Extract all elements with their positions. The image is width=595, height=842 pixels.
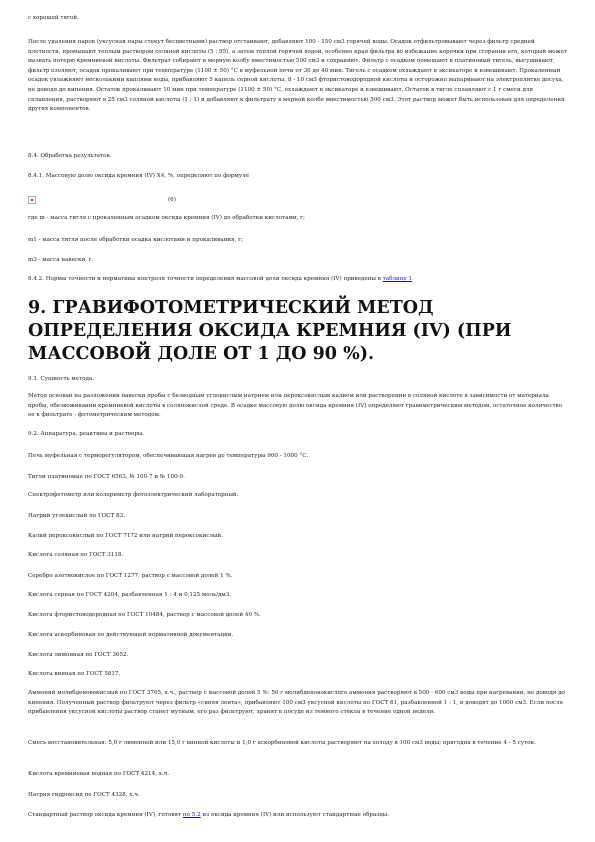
list-item-crucibles: Тигли платиновые по ГОСТ 6563, № 100-7 и № 100-9. bbox=[28, 474, 185, 480]
list-item-citric-acid: Кислота лимонная по ГОСТ 3652. bbox=[28, 652, 129, 658]
section-9-2-heading: 9.2. Аппаратура, реактивы и растворы. bbox=[28, 431, 145, 437]
paragraph-reducing-mixture: Смесь восстановительная: 5,0 г лимонной или 15,0 г винной кислоты и 1,0 г аскорбиновой кислоты растворяют на холоду в 100 см3 воды; пригодна в течение 4 - 5 суток. bbox=[28, 740, 536, 746]
list-item-furnace: Печь муфельная с терморегулятором, обеспечивающая нагрев до температуры 900 - 1000 °С. bbox=[28, 453, 309, 459]
link-section-5-2[interactable]: по 5.2 bbox=[182, 812, 201, 818]
paragraph-standard-solution bbox=[28, 811, 568, 821]
paragraph-8-4-1: 8.4.1. Массовую долю оксида кремния (IV) Х4, %, определяют по формуле bbox=[28, 173, 250, 179]
section-9-heading: 9. ГРАВИФОТОМЕТРИЧЕСКИЙ МЕТОД ОПРЕДЕЛЕНИЯ ОКСИДА КРЕМНИЯ (IV) (ПРИ МАССОВОЙ ДОЛЕ ОТ 1 ДО 90 %). bbox=[28, 298, 512, 364]
definition-m3: m3 - масса навески, г. bbox=[28, 257, 94, 263]
formula-number: (6) bbox=[168, 197, 176, 203]
list-item-sodium-carbonate: Натрий углекислый по ГОСТ 83. bbox=[28, 513, 125, 519]
paragraph-9-1: Метод основан на разложении навески пробы с безводным углекислым натрием или пероксокислым калием или растворении в соляной кислоте в зависимости от материала пробы, обезвоживании кремниевой кислоты в солянокислой среде. В осадке массовую долю оксида кремния (IV) определяют гравиметрическим методом, остаточное количество ее в фильтрате - фотометрическим методом. bbox=[28, 393, 563, 419]
list-item-potassium-peroxo: Калий пероксокислый по ГОСТ 7172 или натрий пероксокислый. bbox=[28, 533, 223, 539]
paragraph-ammonium-molybdate: Аммоний молибденовокислый по ГОСТ 3765, х.ч., раствор с массовой долей 5 %: 50 г молибденовокислого аммония растворяют в 500 - 600 см3 воды при нагревании, не доводя до кипения. Полученный раствор фильтруют через фильтр «синяя лента», прибавляют 100 см3 уксусной кислоты по ГОСТ 61, разбавленной 1 : 1, и доводят до 1000 см3. Если после прибавления уксусной кислоты раствор станет мутным, его раз фильтруют, хранят в посуде из темного стекла в течение одной недели. bbox=[28, 690, 565, 716]
formula-image-placeholder bbox=[28, 196, 36, 204]
standard-solution-text: Стандартный раствор оксида кремния (IV), готовят bbox=[28, 812, 183, 818]
section-9-1-heading: 9.1. Сущность метода. bbox=[28, 376, 95, 382]
paragraph-sodium-hydroxide: Натрия гидроксид по ГОСТ 4328, х.ч. bbox=[28, 792, 140, 798]
paragraph-procedure: После удаления паров (уксусная пары стекут бесцветными) раствор отстаивают, добавляют 100 - 150 см3 горячей воды. Осадок отфильтровывают через фильтр средней плотности, промывают теплым раствором соляной кислоты (5 : 95), а затем теплой горячей водой, особенно края фильтра во избежание корочки при сгорании его, который может вызвать потерю кремниевой кислоты. Фильтрат собирают в мерную колбу вместимостью 500 см3 и сохраняют. Фильтр с осадком помещают в платиновый тигель, высушивают, фильтр озоляют, осадок прокаливают при температуре (1100 ± 50) °С в муфельной печи от 30 до 40 мин. Тигель с осадком охлаждают в эксикаторе и взвешивают. Прокаленный осадок увлажняют несколькими каплями воды, прибавляют 5 капель серной кислоты, 8 - 10 см3 фтористоводородной кислоты и осторожно выпаривают на электроплитке досуха, не доводя до кипения. Остаток прокаливают 10 мин при температуре (1100 ± 50) °С, охлаждают в эксикаторе и взвешивают. Остаток в тигле сплавляют с 1 г смеси для сплавления, растворяют в 25 см3 соляной кислоты (1 : 1) и добавляют к фильтрату в мерной колбе вместимостью 500 см3. Этот раствор может быть использован для определения других компонентов. bbox=[28, 39, 568, 113]
paragraph-top: с хорошей тягой. bbox=[28, 15, 79, 21]
link-table-1[interactable]: таблице 1 bbox=[382, 276, 412, 282]
list-item-ascorbic-acid: Кислота аскорбиновая по действующей нормативной документации. bbox=[28, 632, 234, 638]
paragraph-silicic-acid: Кислота кремниевая водная по ГОСТ 4214, х.ч. bbox=[28, 771, 170, 777]
list-item-hydrochloric-acid: Кислота соляная по ГОСТ 3118. bbox=[28, 552, 124, 558]
definition-m: где m - масса тигля с прокаленным осадком оксида кремния (IV) до обработки кислотами, г; bbox=[28, 215, 305, 221]
paragraph-8-4-2-text: 8.4.2. Нормы точности и нормативы контроля точности определения массовой доли оксида кремния (IV) приведены в bbox=[28, 276, 383, 282]
list-item-spectrophotometer: Спектрофотометр или колориметр фотоэлектрический лабораторный. bbox=[28, 492, 239, 498]
list-item-tartaric-acid: Кислота винная по ГОСТ 5817. bbox=[28, 671, 121, 677]
section-8-4-heading: 8.4. Обработка результатов. bbox=[28, 153, 112, 159]
definition-m1: m1 - масса тигля после обработки осадка кислотами и прокаливания, г; bbox=[28, 237, 243, 243]
standard-solution-end: из оксида кремния (IV) или используют стандартные образцы. bbox=[200, 812, 390, 818]
list-item-silver-nitrate: Серебро азотнокислое по ГОСТ 1277, раствор с массовой долей 1 %. bbox=[28, 573, 233, 579]
paragraph-8-4-2 bbox=[28, 275, 568, 285]
paragraph-8-4-2-end: . bbox=[411, 276, 414, 282]
list-item-hydrofluoric-acid: Кислота фтористоводородная по ГОСТ 10484, раствор с массовой долей 40 %. bbox=[28, 612, 261, 618]
list-item-sulfuric-acid: Кислота серная по ГОСТ 4204, разбавленная 1 : 4 и 0,125 моль/дм3. bbox=[28, 592, 232, 598]
